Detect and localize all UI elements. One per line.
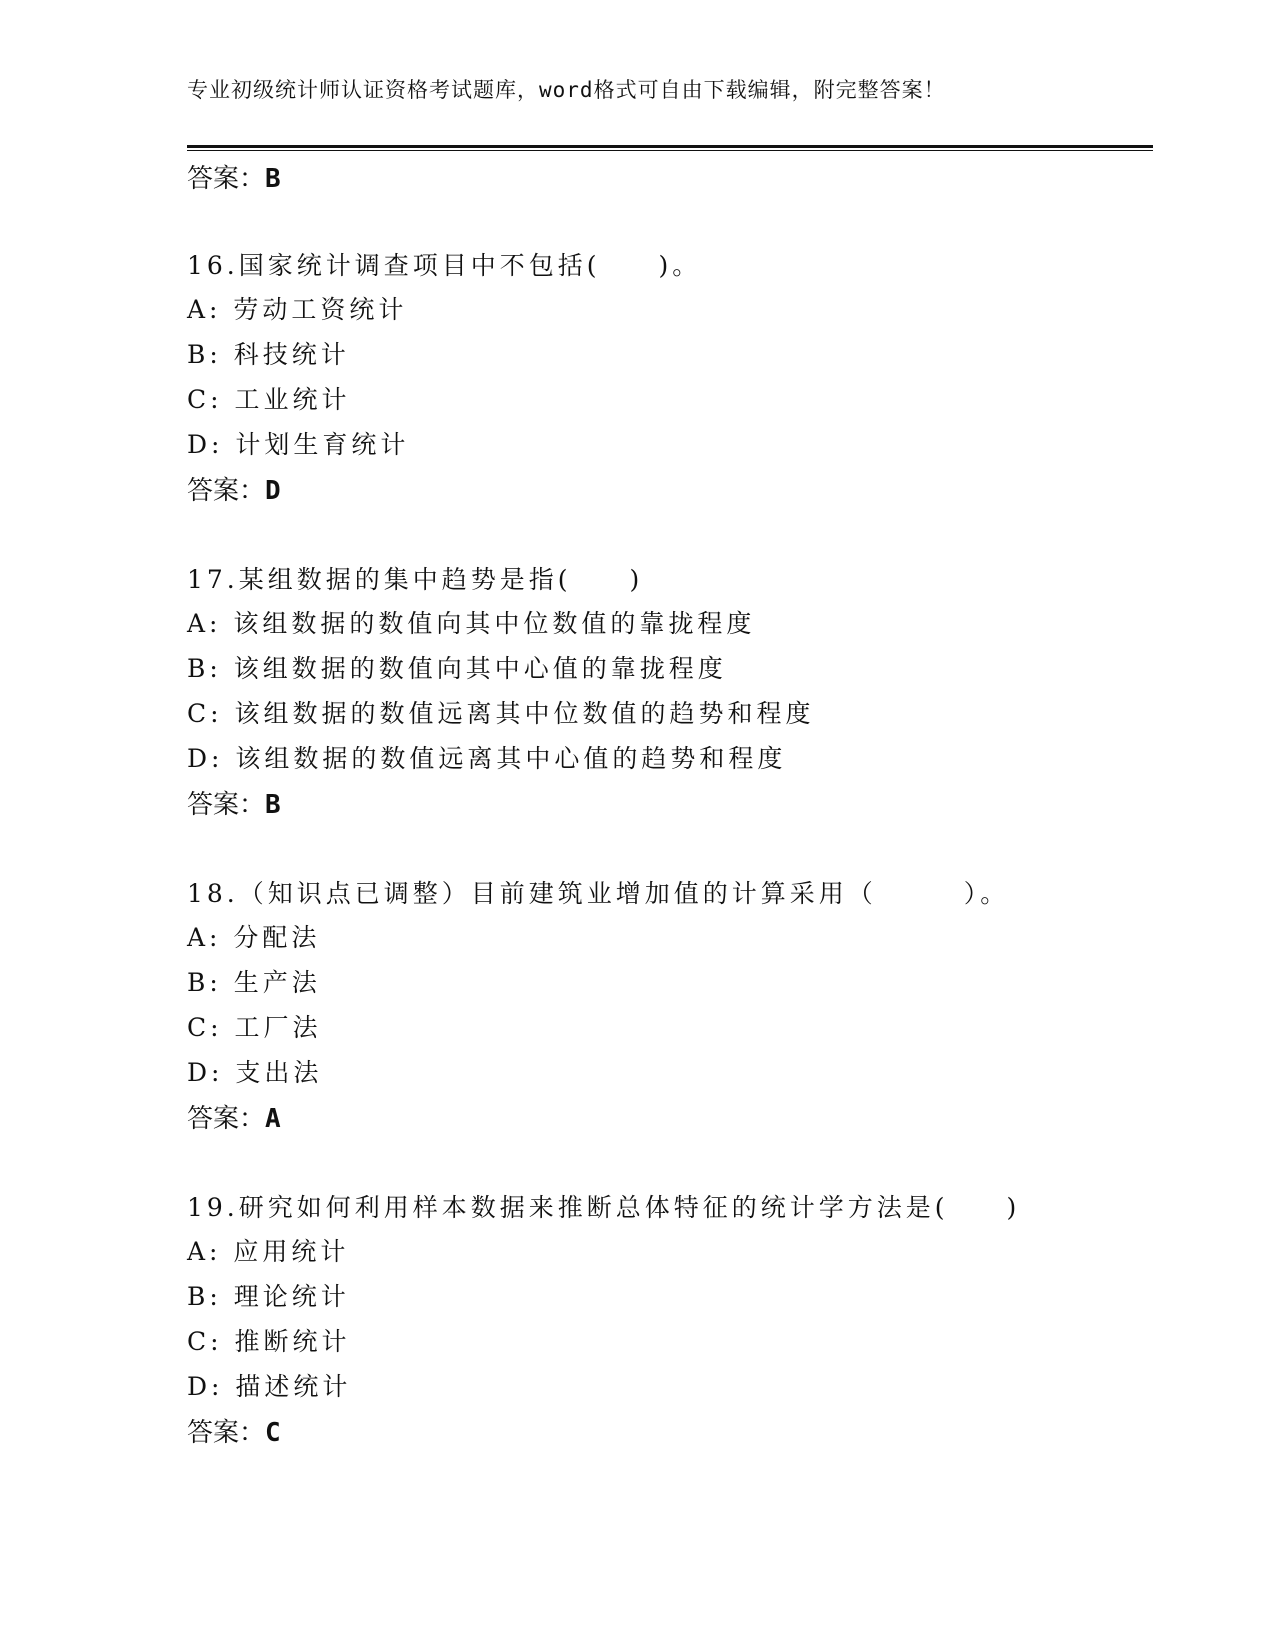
answer-line [187,784,281,821]
option-b: B: 生产法 [187,968,321,997]
option-a: A: 劳动工资统计 [187,295,408,324]
question-stem: 19.研究如何利用样本数据来推断总体特征的统计学方法是( ) [187,1193,1021,1222]
answer-label: 答案： [187,164,266,194]
option-c: C: 工厂法 [187,1013,322,1042]
answer-value: A [265,1104,281,1134]
answer-value: D [265,476,281,506]
header-rule-thick [187,145,1153,148]
header-rule-thin [187,150,1153,151]
answer-label: 答案： [187,476,266,506]
answer-line [187,470,281,507]
question-stem: 16.国家统计调查项目中不包括( )。 [187,251,702,280]
answer-label: 答案： [187,1104,266,1134]
option-a: A: 该组数据的数值向其中位数值的靠拢程度 [187,609,756,638]
option-d: D: 计划生育统计 [187,430,410,459]
option-c: C: 该组数据的数值远离其中位数值的趋势和程度 [187,699,815,728]
question-stem: 17.某组数据的集中趋势是指( ) [187,565,644,594]
option-b: B: 理论统计 [187,1282,350,1311]
answer-label: 答案： [187,1418,266,1448]
option-b: B: 科技统计 [187,340,350,369]
answer-value: B [265,164,281,194]
option-b: B: 该组数据的数值向其中心值的靠拢程度 [187,654,727,683]
question-stem: 18.（知识点已调整）目前建筑业增加值的计算采用（ ）。 [187,879,1010,908]
page-header: 专业初级统计师认证资格考试题库，word格式可自由下载编辑，附完整答案！ [187,78,946,102]
answer-value: C [265,1418,281,1448]
option-d: D: 描述统计 [187,1372,352,1401]
option-c: C: 工业统计 [187,385,351,414]
answer-label: 答案： [187,790,266,820]
option-a: A: 应用统计 [187,1237,350,1266]
answer-value: B [265,790,281,820]
option-d: D: 支出法 [187,1058,323,1087]
answer-line [187,158,281,195]
option-d: D: 该组数据的数值远离其中心值的趋势和程度 [187,744,787,773]
answer-line [187,1412,281,1449]
answer-line [187,1098,281,1135]
option-a: A: 分配法 [187,923,321,952]
option-c: C: 推断统计 [187,1327,351,1356]
